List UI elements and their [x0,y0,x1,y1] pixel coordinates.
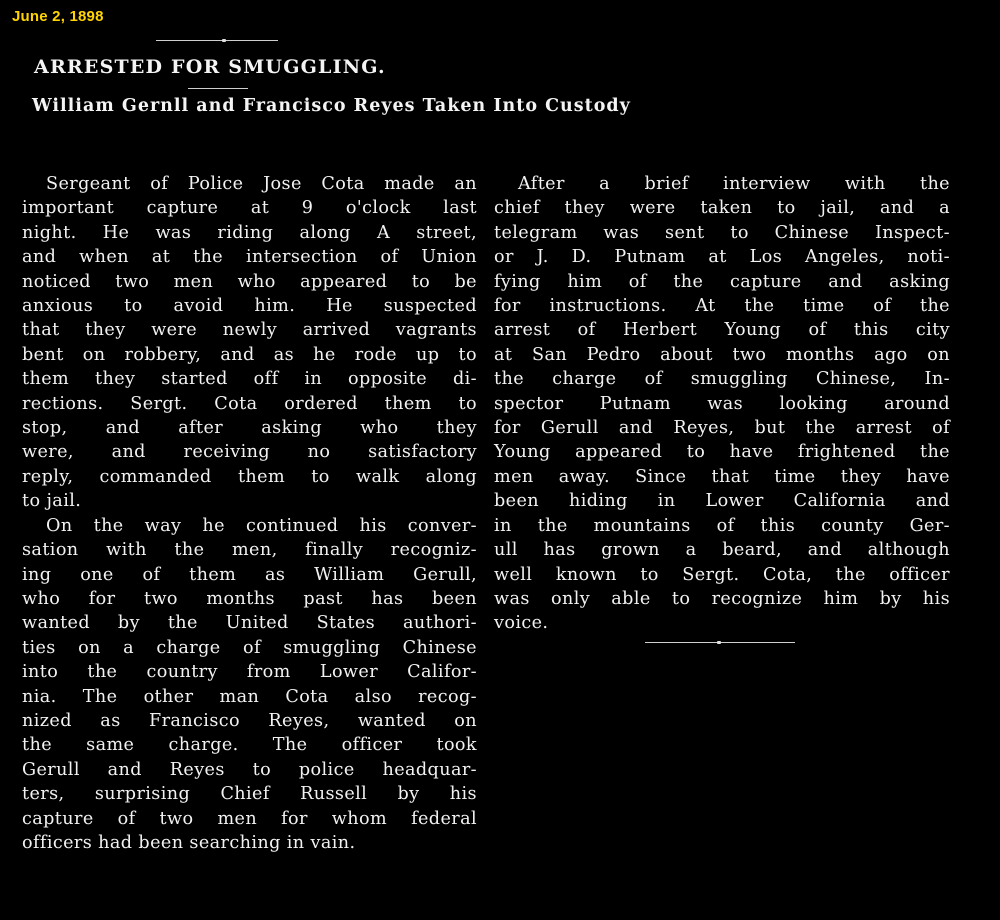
article-line: After a brief interview with the [518,174,950,194]
article-line: important capture at 9 o'clock last [22,198,477,219]
article-line: Young appeared to have frightened the [494,442,950,463]
article-line: officers had been searching in vain. [22,832,356,853]
article-line: ters, surprising Chief Russell by his [22,784,477,805]
headline-rule [188,88,248,89]
article-line: the charge of smuggling Chinese, In- [494,369,950,390]
article-line: spector Putnam was looking around [494,393,950,414]
article-line: been hiding in Lower California and [494,491,950,512]
article-line: nized as Francisco Reyes, wanted on [22,710,477,731]
article-line: ull has grown a beard, and although [494,540,950,561]
article-line: were, and receiving no satisfactory [22,442,477,463]
article-line: nia. The other man Cota also recog- [22,686,477,707]
end-rule [645,642,795,643]
article-line: wanted by the United States authori- [22,613,477,634]
subheadline: William Gernll and Francisco Reyes Taken Into Custody [32,96,631,116]
article-line: who for two months past has been [22,588,477,609]
article-line: for instructions. At the time of the [494,296,950,317]
article-line: sation with the men, finally recogniz- [22,540,477,561]
article-line: On the way he continued his conver- [46,515,477,536]
article-line: night. He was riding along A street, [22,222,477,243]
article-line: ties on a charge of smuggling Chinese [22,637,477,658]
top-rule [156,40,278,41]
article-line: at San Pedro about two months ago on [494,344,950,365]
article-line: fying him of the capture and asking [494,271,950,292]
article-line: arrest of Herbert Young of this city [494,320,950,341]
article-line: reply, commanded them to walk along [22,466,477,487]
article-line: noticed two men who appeared to be [22,271,477,292]
article-line: rections. Sergt. Cota ordered them to [22,393,477,414]
article-line: men away. Since that time they have [494,466,950,487]
article-line: telegram was sent to Chinese Inspect- [494,222,950,243]
article-line: was only able to recognize him by his [494,588,950,609]
article-column-right [494,172,950,636]
rule-ornament [717,641,721,644]
article-line: them they started off in opposite di- [22,369,477,390]
article-line: voice. [494,613,549,634]
article-column-left [22,172,477,855]
article-line: that they were newly arrived vagrants [22,320,477,341]
article-line: to jail. [22,491,82,512]
headline: ARRESTED FOR SMUGGLING. [34,56,386,78]
article-line: stop, and after asking who they [22,418,477,439]
article-line: Gerull and Reyes to police headquar- [22,759,477,780]
article-line: Sergeant of Police Jose Cota made an [46,174,477,194]
article-line: anxious to avoid him. He suspected [22,296,477,317]
rule-ornament [222,39,226,42]
article-line: for Gerull and Reyes, but the arrest of [494,418,950,439]
article-line: and when at the intersection of Union [22,247,477,268]
article-line: in the mountains of this county Ger- [494,515,950,536]
article-line: bent on robbery, and as he rode up to [22,344,477,365]
dateline: June 2, 1898 [12,8,104,25]
article-line: the same charge. The officer took [22,735,477,756]
article-line: into the country from Lower Califor- [22,662,477,683]
article-line: ing one of them as William Gerull, [22,564,477,585]
article-line: well known to Sergt. Cota, the officer [494,564,950,585]
article-line: capture of two men for whom federal [22,808,477,829]
article-line: chief they were taken to jail, and a [494,198,950,219]
article-line: or J. D. Putnam at Los Angeles, noti- [494,247,950,268]
